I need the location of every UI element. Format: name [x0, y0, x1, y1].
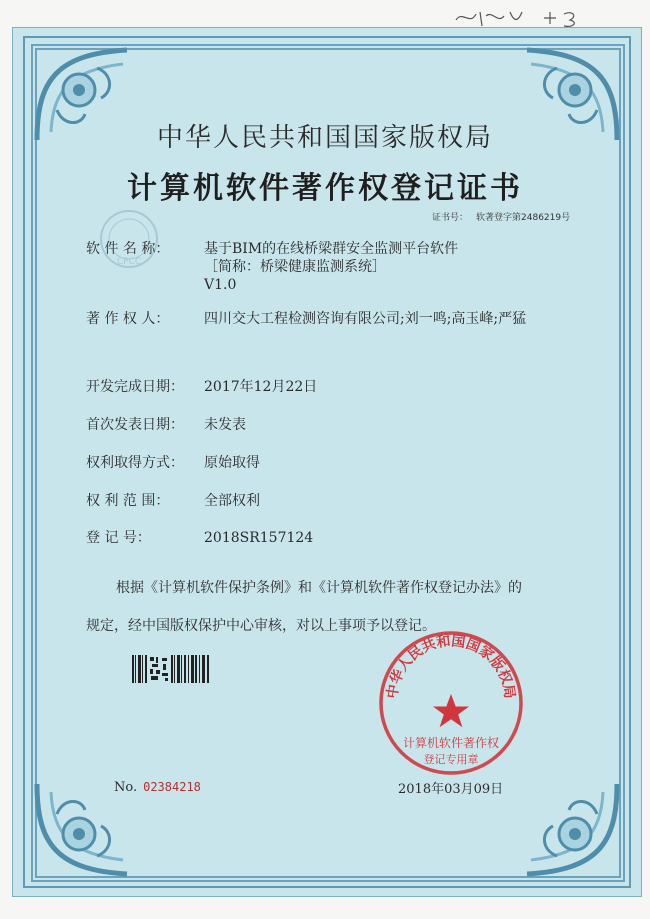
registration-number-label: 登 记 号： [86, 530, 151, 546]
scope-of-rights-label: 权 利 范 围： [86, 493, 170, 509]
completion-date-value: 2017年12月22日 [204, 379, 318, 395]
software-version-line: V1.0 [204, 277, 237, 293]
software-short-name-line: ［简称：桥梁健康监测系统］ [204, 259, 386, 275]
software-name-value [204, 240, 458, 294]
field-scope-of-rights [86, 492, 260, 510]
field-copyright-holder [86, 310, 526, 328]
issue-date: 2018年03月09日 [398, 782, 504, 797]
certificate-number-label: 证书号： [432, 213, 469, 223]
statement-line-2: 规定，经中国版权保护中心审核，对以上事项予以登记。 [86, 618, 436, 634]
field-completion-date [86, 378, 317, 396]
scope-of-rights-value: 全部权利 [204, 493, 260, 509]
completion-date-label: 开发完成日期： [86, 379, 184, 395]
watermark-text: CPCC [116, 257, 142, 267]
ornament-corner-icon [507, 774, 627, 884]
seal-line-2: 登记专用章 [423, 753, 479, 766]
field-first-publication-date [86, 416, 246, 434]
field-software-name [86, 240, 458, 294]
first-publication-date-label: 首次发表日期： [86, 417, 184, 433]
copyright-holder-label: 著 作 权 人： [86, 311, 170, 327]
acquisition-method-value: 原始取得 [204, 455, 260, 471]
first-publication-date-value: 未发表 [204, 417, 246, 433]
seal-star-icon [433, 694, 469, 727]
acquisition-method-label: 权利取得方式： [86, 455, 184, 471]
certificate-number [432, 210, 570, 223]
official-seal [376, 628, 526, 778]
registration-number-value: 2018SR157124 [204, 530, 314, 546]
serial-number [114, 780, 201, 795]
seal-line-1: 计算机软件著作权 [402, 736, 500, 750]
serial-number-label: No. [114, 780, 138, 795]
serial-number-value: 02384218 [143, 780, 201, 794]
issuer-heading: 中华人民共和国国家版权局 [156, 123, 493, 153]
field-registration-number [86, 529, 313, 547]
seal-arc-text: 中华人民共和国国家版权局 [384, 633, 518, 700]
statement-line-1: 根据《计算机软件保护条例》和《计算机软件著作权登记办法》的 [116, 580, 522, 596]
certificate-title: 计算机软件著作权登记证书 [127, 171, 523, 206]
copyright-holder-value: 四川交大工程检测咨询有限公司;刘一鸣;高玉峰;严猛 [204, 311, 527, 327]
software-name-line: 基于BIM的在线桥梁群安全监测平台软件 [204, 241, 459, 257]
barcode-icon [132, 655, 212, 683]
software-name-label: 软 件 名 称： [86, 241, 170, 257]
certificate-number-value: 软著登字第2486219号 [476, 213, 571, 223]
field-acquisition-method [86, 454, 260, 472]
